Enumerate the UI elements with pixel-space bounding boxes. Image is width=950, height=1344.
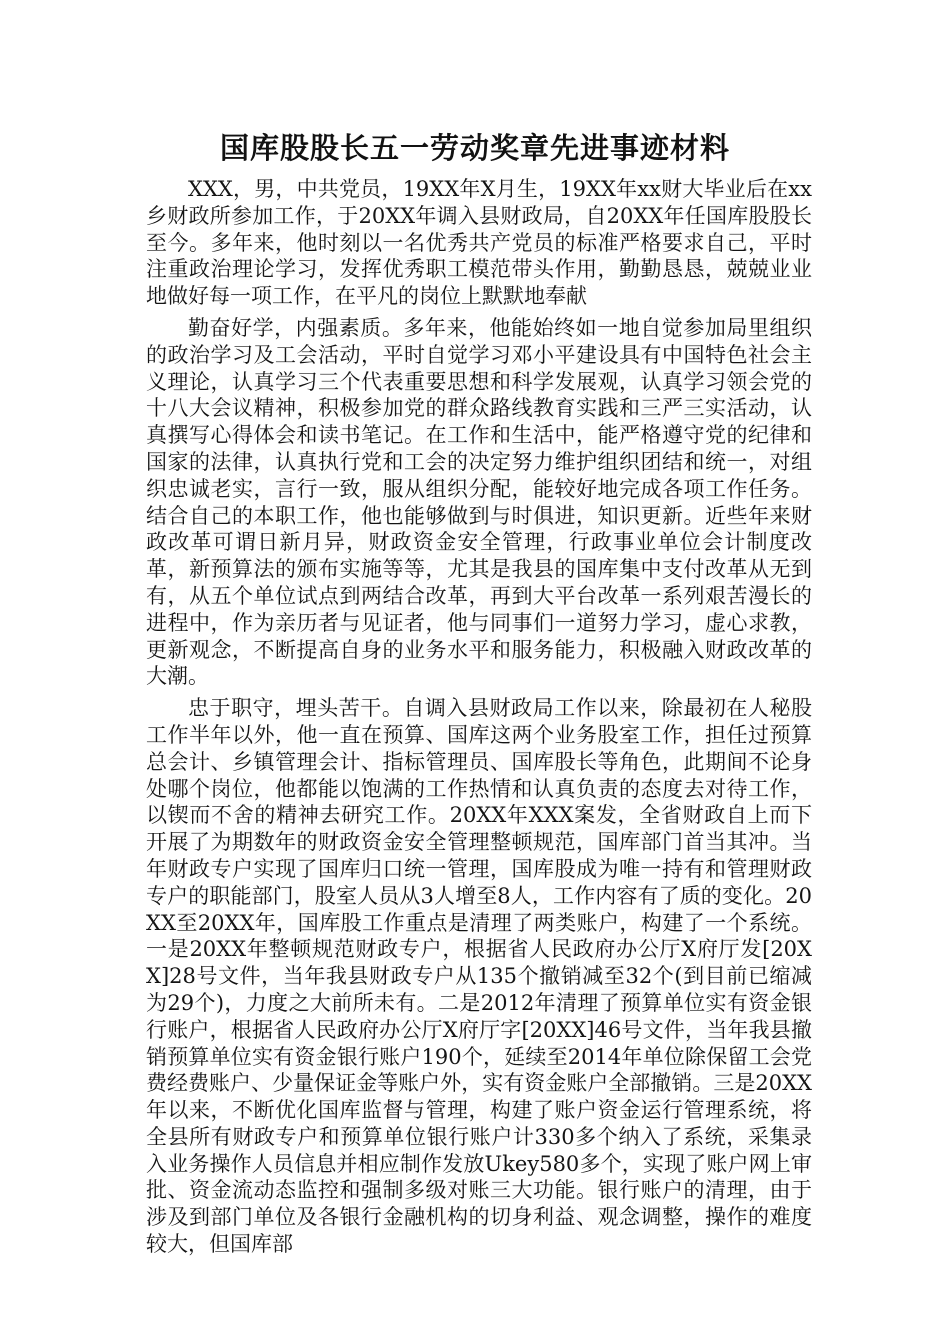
document-title: 国库股股长五一劳动奖章先进事迹材料 <box>219 131 730 165</box>
paragraph-study: 勤奋好学，内强素质。多年来，他能始终如一地自觉参加局里组织的政治学习及工会活动，平时自觉学习邓小平建设具有中国特色社会主义理论，认真学习三个代表重要思想和科学发展观，认真学习领会党的十八大会议精神，积极参加党的群众路线教育实践和三严三实活动，认真撰写心得体会和读书笔记。在工作和生活中，能严格遵守党的纪律和国家的法律，认真执行党和工会的决定努力维护组织团结和统一，对组织忠诚老实，言行一致，服从组织分配，能较好地完成各项工作任务。结合自己的本职工作，他也能够做到与时俱进，知识更新。近些年来财政改革可谓日新月异，财政资金安全管理，行政事业单位会计制度改革，新预算法的颁布实施等等，尤其是我县的国库集中支付改革从无到有，从五个单位试点到两结合改革，再到大平台改革一系列艰苦漫长的进程中，作为亲历者与见证者，他与同事们一道努力学习，虚心求教，更新观念，不断提高自身的业务水平和服务能力，积极融入财政改革的大潮。 <box>146 315 812 689</box>
paragraph-intro: XXX，男，中共党员，19XX年X月生，19XX年xx财大毕业后在xx乡财政所参加工作，于20XX年调入县财政局，自20XX年任国库股股长至今。多年来，他时刻以一名优秀共产党员的标准严格要求自己，平时注重政治理论学习，发挥优秀职工模范带头作用，勤勤恳恳，兢兢业业地做好每一项工作，在平凡的岗位上默默地奉献 <box>146 177 812 309</box>
document-body <box>146 176 812 1263</box>
paragraph-duty: 忠于职守，埋头苦干。自调入县财政局工作以来，除最初在人秘股工作半年以外，他一直在预算、国库这两个业务股室工作，担任过预算总会计、乡镇管理会计、指标管理员、国库股长等角色，此期间不论身处哪个岗位，他都能以饱满的工作热情和认真负责的态度去对待工作，以锲而不舍的精神去研究工作。20XX年XXX案发，全省财政自上而下开展了为期数年的财政资金安全管理整顿规范，国库部门首当其冲。当年财政专户实现了国库归口统一管理，国库股成为唯一持有和管理财政专户的职能部门，股室人员从3人增至8人，工作内容有了质的变化。20XX至20XX年，国库股工作重点是清理了两类账户，构建了一个系统。一是20XX年整顿规范财政专户，根据省人民政府办公厅X府厅发[20XX]28号文件，当年我县财政专户从135个撤销减至32个(到目前已缩减为29个)，力度之大前所未有。二是2012年清理了预算单位实有资金银行账户，根据省人民政府办公厅X府厅字[20XX]46号文件，当年我县撤销预算单位实有资金银行账户190个，延续至2014年单位除保留工会党费经费账户、少量保证金等账户外，实有资金账户全部撤销。三是20XX年以来，不断优化国库监督与管理，构建了账户资金运行管理系统，将全县所有财政专户和预算单位银行账户计330多个纳入了系统，采集录入业务操作人员信息并相应制作发放Ukey580多个，实现了账户网上审批、资金流动态监控和强制多级对账三大功能。银行账户的清理，由于涉及到部门单位及各银行金融机构的切身利益、观念调整，操作的难度较大，但国库部 <box>146 696 812 1257</box>
